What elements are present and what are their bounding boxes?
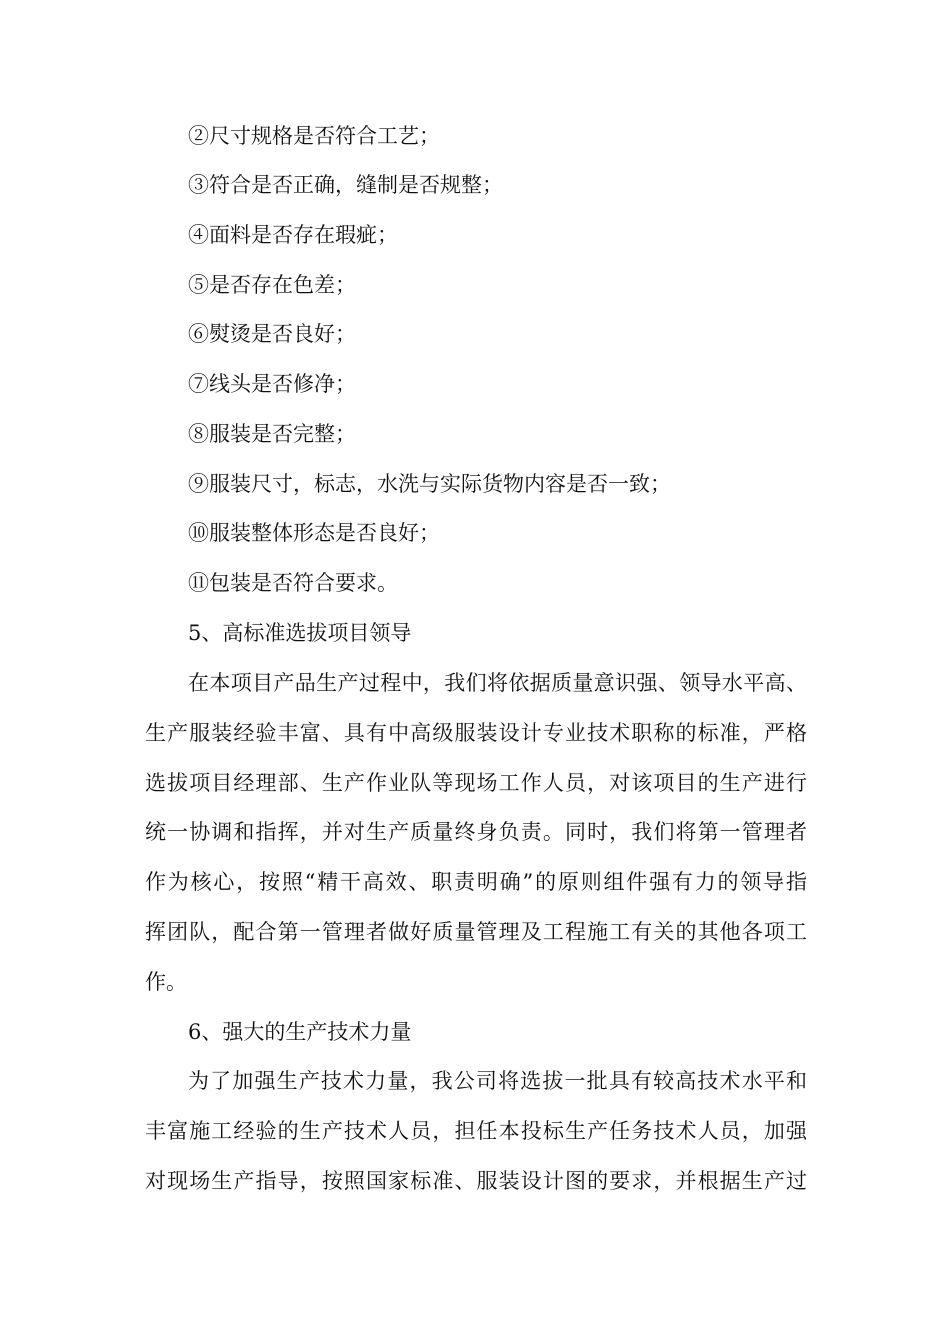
- section-6-paragraph-line: 对现场生产指导，按照国家标准、服装设计图的要求，并根据生产过: [145, 1169, 807, 1193]
- section-5-paragraph-line: 选拔项目经理部、生产作业队等现场工作人员，对该项目的生产进行: [145, 771, 807, 795]
- section-5-paragraph-line: 在本项目产品生产过程中，我们将依据质量意识强、领导水平高、: [188, 671, 807, 695]
- checklist-item: ⑨服装尺寸，标志，水洗与实际货物内容是否一致；: [188, 472, 671, 496]
- section-6-paragraph-line: 为了加强生产技术力量，我公司将选拔一批具有较高技术水平和: [188, 1069, 807, 1093]
- section-5-paragraph-line: 作。: [145, 970, 187, 994]
- section-5-paragraph-line: 作为核心，按照“精干高效、职责明确”的原则组件强有力的领导指: [145, 870, 807, 894]
- checklist-item: ③符合是否正确，缝制是否规整；: [188, 173, 503, 197]
- section-6-paragraph-line: 丰富施工经验的生产技术人员，担任本投标生产任务技术人员，加强: [145, 1119, 807, 1143]
- section-5-paragraph-line: 挥团队，配合第一管理者做好质量管理及工程施工有关的其他各项工: [145, 920, 807, 944]
- section-5-paragraph-line: 统一协调和指挥，并对生产质量终身负责。同时，我们将第一管理者: [145, 820, 807, 844]
- checklist-item: ②尺寸规格是否符合工艺；: [188, 124, 440, 148]
- checklist-item: ④面料是否存在瑕疵；: [188, 223, 398, 247]
- checklist-item: ⑩服装整体形态是否良好；: [188, 521, 440, 545]
- section-5-heading: 5、高标准选拔项目领导: [188, 621, 412, 645]
- checklist-item: ⑥熨烫是否良好；: [188, 322, 356, 346]
- checklist-item: ⑦线头是否修净；: [188, 372, 356, 396]
- section-6-heading: 6、强大的生产技术力量: [188, 1020, 412, 1044]
- checklist-item: ⑧服装是否完整；: [188, 422, 356, 446]
- checklist-item: ⑤是否存在色差；: [188, 273, 356, 297]
- section-5-paragraph-line: 生产服装经验丰富、具有中高级服装设计专业技术职称的标准，严格: [145, 721, 807, 745]
- checklist-item: ⑪包装是否符合要求。: [188, 571, 398, 595]
